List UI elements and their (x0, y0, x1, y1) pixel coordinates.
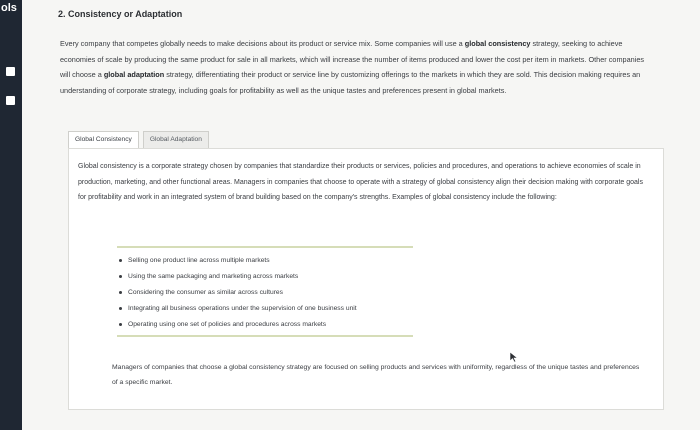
sidebar-marker-icon[interactable] (6, 96, 15, 105)
list-item (119, 316, 357, 332)
list-item-text: Using the same packaging and marketing across markets (128, 273, 299, 281)
bullet-icon (119, 291, 122, 294)
tab-panel (68, 148, 664, 410)
panel-footer-paragraph: Managers of companies that choose a global consistency strategy are focused on selling products and services with uniformity, regardless of the unique tastes and preferences of a specific market. (112, 364, 640, 386)
intro-text: strategy, seeking to achieve economies of scale by producing the same product for sale in all markets, which will increase the number of items produced and lower the cost per item in markets. Other companies will choose a (60, 39, 645, 80)
intro-term-global-consistency: global consistency (464, 39, 531, 48)
content-area (22, 0, 700, 430)
list-item-text: Selling one product line across multiple markets (128, 257, 270, 265)
tab-bar (68, 128, 213, 148)
tab-global-consistency[interactable]: Global Consistency (68, 131, 139, 148)
list-item-text: Integrating all business operations under the supervision of one business unit (128, 304, 357, 312)
intro-term-global-adaptation: global adaptation (103, 70, 165, 80)
left-sidebar-strip (0, 0, 22, 430)
intro-text: strategy, differentiating their product or service line by customizing offerings to the markets in which they are sold. This decision making requires an understanding of corporate strategy, including goals for profitability as well as the unique tastes and preferences present in global markets. (60, 70, 641, 95)
bullet-icon (119, 323, 122, 326)
list-item (119, 253, 357, 269)
examples-list (119, 253, 357, 332)
divider (117, 246, 413, 248)
section-heading: 2. Consistency or Adaptation (58, 9, 183, 19)
sidebar-label: ols (1, 2, 17, 14)
panel-paragraph: Global consistency is a corporate strategy chosen by companies that standardize their products or services, policies and procedures, and operations to achieve economies of scale in production, marketing, and other functional areas. Managers in companies that choose to operate with a strategy of global consistency align their decision making with corporate goals for profitability and work in an integrated system of brand building based on the company's strengths. Examples of global consistency include the following: (78, 163, 643, 201)
list-item (119, 300, 357, 316)
list-item-text: Considering the consumer as similar across cultures (128, 288, 283, 296)
bullet-icon (119, 259, 122, 262)
divider (117, 335, 413, 337)
bullet-icon (119, 307, 122, 310)
intro-paragraph (60, 36, 650, 98)
intro-text: Every company that competes globally needs to make decisions about its product or service mix. Some companies will use a (60, 39, 465, 48)
list-item (119, 269, 357, 285)
list-item-text: Operating using one set of policies and procedures across markets (128, 320, 327, 328)
bullet-icon (119, 275, 122, 278)
sidebar-marker-icon[interactable] (6, 67, 15, 76)
list-item (119, 285, 357, 301)
tab-global-adaptation[interactable]: Global Adaptation (143, 131, 209, 148)
